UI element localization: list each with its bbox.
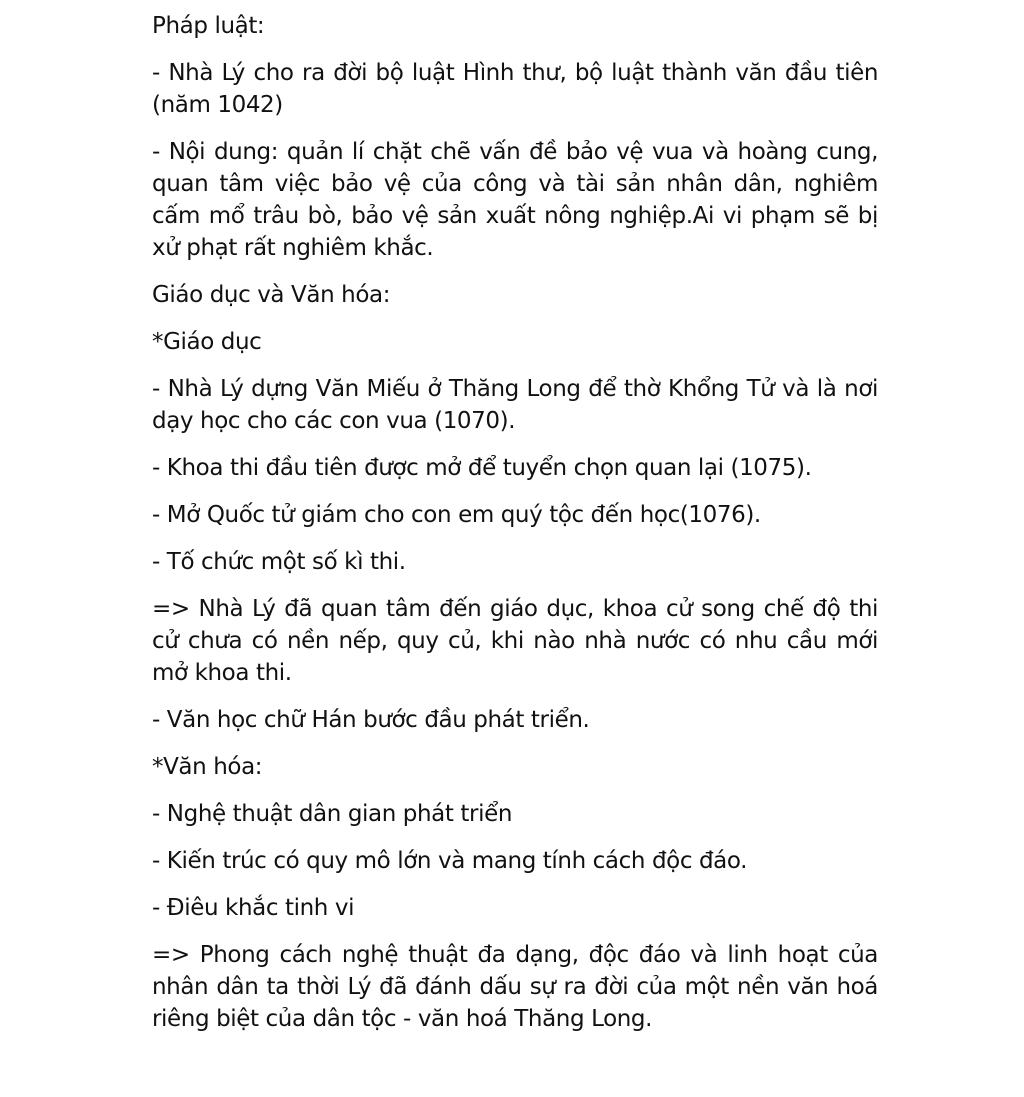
education-paragraph-3: - Mở Quốc tử giám cho con em quý tộc đến học(1076). [152,502,761,528]
culture-paragraph-1: - Nghệ thuật dân gian phát triển [152,801,512,827]
education-conclusion: => Nhà Lý đã quan tâm đến giáo dục, khoa cử song chế độ thi cử chưa có nền nếp, quy củ, khi nào nhà nước có nhu cầu mới mở khoa thi. [152,596,878,686]
education-subheading: *Giáo dục [152,329,262,355]
culture-subheading: *Văn hóa: [152,754,263,780]
law-paragraph-2: - Nội dung: quản lí chặt chẽ vấn đề bảo vệ vua và hoàng cung, quan tâm việc bảo vệ của công và tài sản nhân dân, nghiêm cấm mổ trâu bò, bảo vệ sản xuất nông nghiệp.Ai vi phạm sẽ bị xử phạt rất nghiêm khắc. [152,139,878,261]
education-paragraph-1: - Nhà Lý dựng Văn Miếu ở Thăng Long để thờ Khổng Tử và là nơi dạy học cho các con vua (1070). [152,376,878,434]
law-heading: Pháp luật: [152,13,265,39]
culture-paragraph-2: - Kiến trúc có quy mô lớn và mang tính cách độc đáo. [152,848,748,874]
education-paragraph-4: - Tố chức một số kì thi. [152,549,406,575]
culture-conclusion: => Phong cách nghệ thuật đa dạng, độc đáo và linh hoạt của nhân dân ta thời Lý đã đánh dấu sự ra đời của một nền văn hoá riêng biệt của dân tộc - văn hoá Thăng Long. [152,942,878,1032]
law-paragraph-1: - Nhà Lý cho ra đời bộ luật Hình thư, bộ luật thành văn đầu tiên (năm 1042) [152,60,878,118]
document-page [152,10,878,1050]
education-paragraph-5: - Văn học chữ Hán bước đầu phát triển. [152,707,590,733]
education-culture-heading: Giáo dục và Văn hóa: [152,282,391,308]
education-paragraph-2: - Khoa thi đầu tiên được mở để tuyển chọn quan lại (1075). [152,455,812,481]
culture-paragraph-3: - Điêu khắc tinh vi [152,895,355,921]
